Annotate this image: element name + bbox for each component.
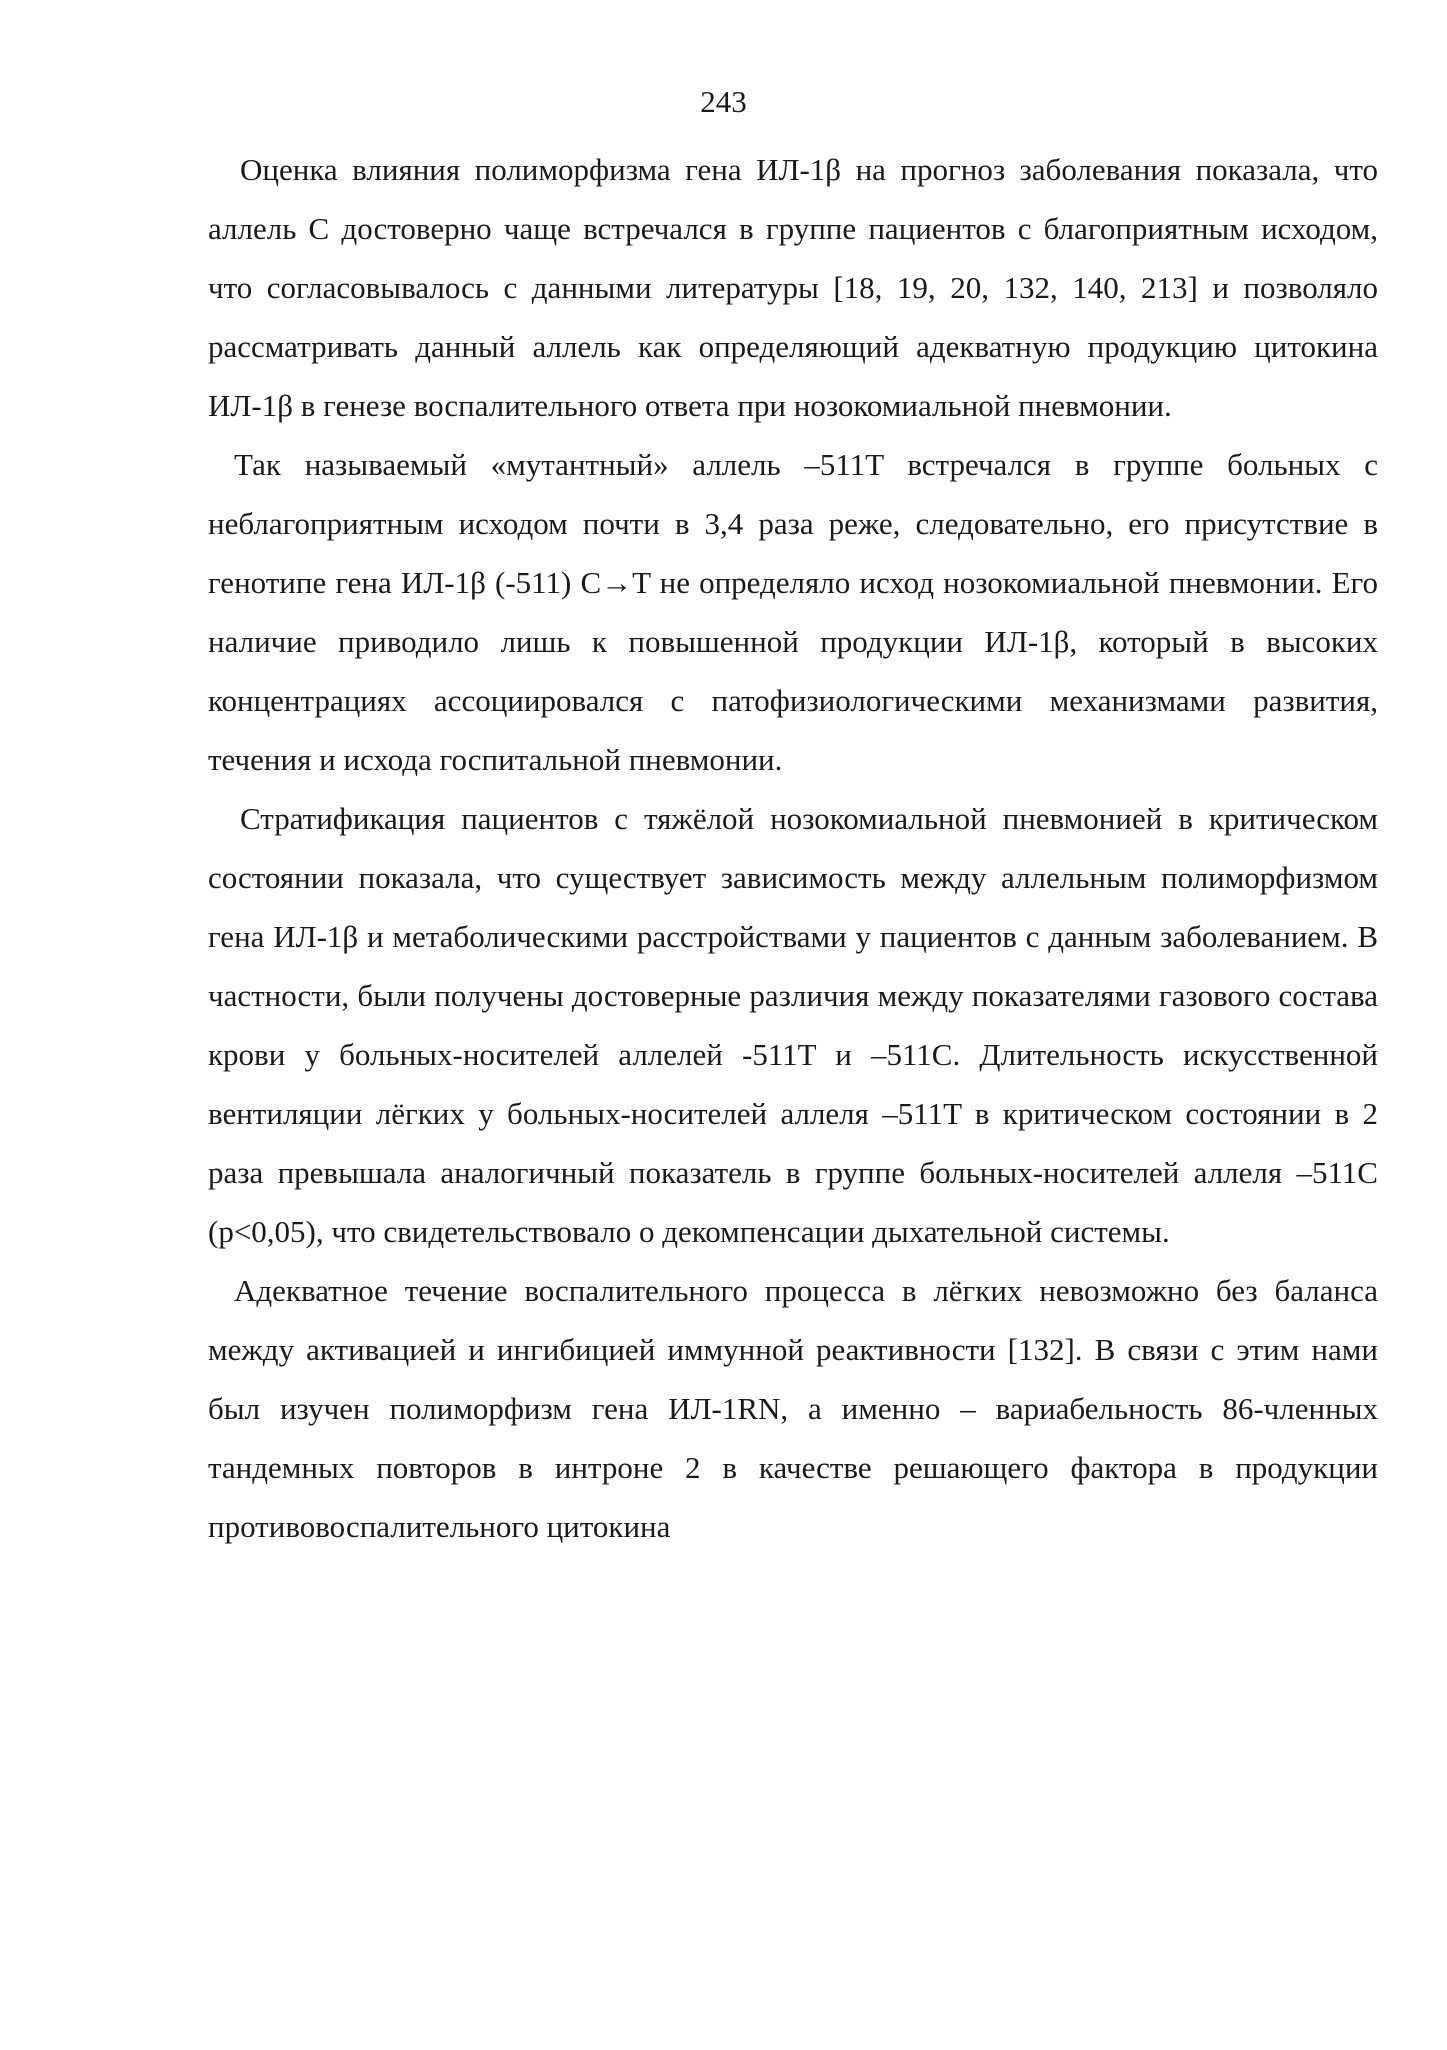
paragraph-mutant-allele: Так называемый «мутантный» аллель –511T встречался в группе больных с неблагоприятным исходом почти в 3,4 раза реже, следовательно, его присутствие в генотипе гена ИЛ-1β (-511) C→T не определяло исход нозокомиальной пневмонии. Его наличие приводило лишь к повышенной продукции ИЛ-1β, который в высоких концентрациях ассоциировался с патофизиологическими механизмами развития, течения и исхода госпитальной пневмонии. <box>208 447 1378 777</box>
paragraph-il1b-prognosis: Оценка влияния полиморфизма гена ИЛ-1β на прогноз заболевания показала, что аллель С достоверно чаще встречался в группе пациентов с благоприятным исходом, что согласовывалось с данными литературы [18, 19, 20, 132, 140, 213] и позволяло рассматривать данный аллель как определяющий адекватную продукцию цитокина ИЛ-1β в генезе воспалительного ответа при нозокомиальной пневмонии. <box>208 152 1378 423</box>
paragraph-il1rn-polymorphism: Адекватное течение воспалительного процесса в лёгких невозможно без баланса между активацией и ингибицией иммунной реактивности [132]. В связи с этим нами был изучен полиморфизм гена ИЛ-1RN, а именно – вариабельность 86-членных тандемных повторов в интроне 2 в качестве решающего фактора в продукции противовоспалительного цитокина <box>208 1273 1378 1544</box>
body-text <box>208 140 1378 1556</box>
paragraph-stratification: Стратификация пациентов с тяжёлой нозокомиальной пневмонией в критическом состоянии показала, что существует зависимость между аллельным полиморфизмом гена ИЛ-1β и метаболическими расстройствами у пациентов с данным заболеванием. В частности, были получены достоверные различия между показателями газового состава крови у больных-носителей аллелей -511T и –511C. Длительность искусственной вентиляции лёгких у больных-носителей аллеля –511T в критическом состоянии в 2 раза превышала аналогичный показатель в группе больных-носителей аллеля –511C (p<0,05), что свидетельствовало о декомпенсации дыхательной системы. <box>208 801 1378 1249</box>
page-number: 243 <box>700 84 747 119</box>
